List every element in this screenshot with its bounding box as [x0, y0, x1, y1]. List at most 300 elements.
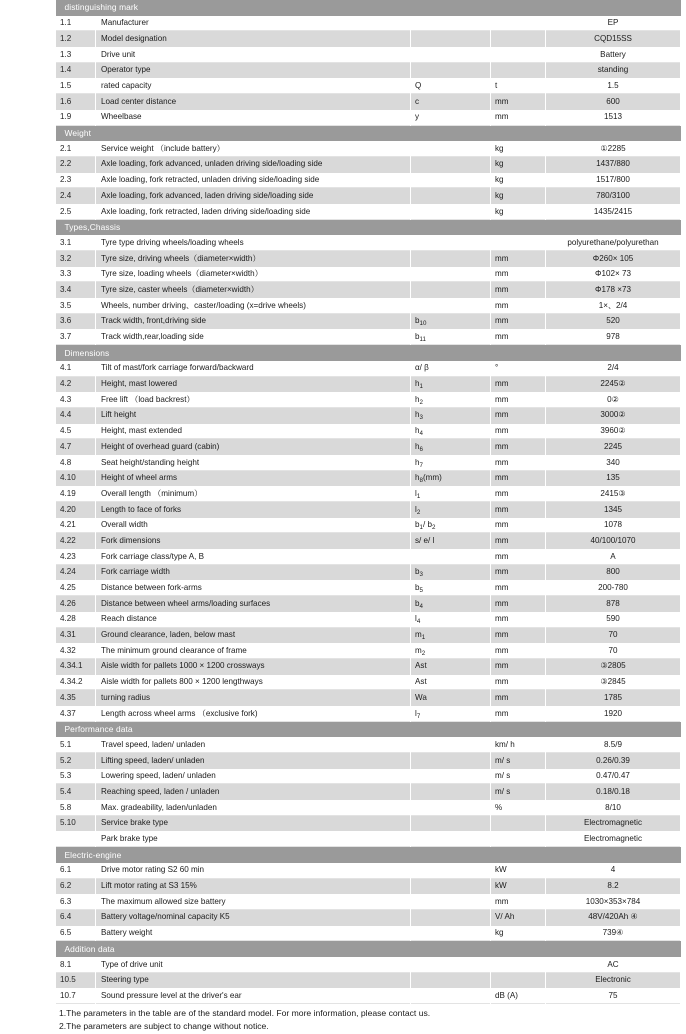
row-value-text: 1785 — [604, 692, 623, 702]
row-value — [546, 831, 681, 847]
row-symbol: Wa — [411, 690, 491, 706]
table-row — [56, 329, 681, 345]
row-unit: mm — [491, 329, 546, 345]
row-number: 4.31 — [56, 628, 96, 644]
row-description: Aisle width for pallets 1000 × 1200 crossways — [96, 659, 411, 675]
row-description: Load center distance — [96, 94, 411, 110]
row-unit: mm — [491, 612, 546, 628]
table-row — [56, 314, 681, 330]
row-number: 4.34.2 — [56, 675, 96, 691]
row-value-text: 40/100/1070 — [590, 535, 636, 545]
row-unit: kg — [491, 141, 546, 157]
section-header-row — [56, 722, 681, 738]
section-header-row — [56, 941, 681, 957]
table-row — [56, 267, 681, 283]
row-symbol: $h_1$ — [411, 377, 491, 393]
row-unit: kW — [491, 863, 546, 879]
row-number: 4.24 — [56, 565, 96, 581]
row-symbol: $h_8(mm)$ — [411, 471, 491, 487]
row-symbol: $b_1/$ $b_2$ — [411, 518, 491, 534]
footnote-line: 2.The parameters are subject to change without notice. — [59, 1021, 269, 1032]
table-row — [56, 643, 681, 659]
row-description: Tyre size, driving wheels（diameter×width） — [96, 251, 411, 267]
row-symbol — [411, 16, 491, 32]
row-value-text: 2415③ — [600, 488, 626, 498]
row-description: Tilt of mast/fork carriage forward/backward — [96, 361, 411, 377]
row-symbol: $b_{10}$ — [411, 314, 491, 330]
row-number: 3.1 — [56, 235, 96, 251]
row-value — [546, 439, 681, 455]
row-value — [546, 643, 681, 659]
row-description: Park brake type — [96, 831, 411, 847]
row-description: Length across wheel arms （exclusive fork) — [96, 706, 411, 722]
row-unit — [491, 31, 546, 47]
row-symbol: Ast — [411, 659, 491, 675]
row-value-text: 3000② — [600, 410, 626, 420]
row-symbol: Q — [411, 78, 491, 94]
row-value — [546, 988, 681, 1004]
row-value-text: 878 — [606, 598, 620, 608]
row-unit: % — [491, 800, 546, 816]
row-description: Lifting speed, laden/ unladen — [96, 753, 411, 769]
table-row — [56, 502, 681, 518]
table-row — [56, 204, 681, 220]
row-unit — [491, 973, 546, 989]
row-number: 1.4 — [56, 63, 96, 79]
row-value — [546, 392, 681, 408]
section-header-label: Addition data — [56, 941, 681, 957]
table-row — [56, 816, 681, 832]
row-unit — [491, 831, 546, 847]
row-number: 2.4 — [56, 188, 96, 204]
row-value — [546, 267, 681, 283]
row-value — [546, 659, 681, 675]
row-symbol — [411, 141, 491, 157]
row-value-text: 1920 — [604, 708, 623, 718]
row-value — [546, 926, 681, 942]
row-description: Track width, front,driving side — [96, 314, 411, 330]
table-row — [56, 706, 681, 722]
row-number: 4.10 — [56, 471, 96, 487]
table-row — [56, 690, 681, 706]
row-symbol: $h_3$ — [411, 408, 491, 424]
table-row — [56, 580, 681, 596]
row-symbol: s/ e/ l — [411, 533, 491, 549]
row-unit: dB (A) — [491, 988, 546, 1004]
row-symbol — [411, 235, 491, 251]
row-description: Tyre type driving wheels/loading wheels — [96, 235, 411, 251]
row-number: 5.1 — [56, 737, 96, 753]
row-symbol — [411, 957, 491, 973]
row-description: Distance between wheel arms/loading surfaces — [96, 596, 411, 612]
row-number: 4.5 — [56, 424, 96, 440]
row-symbol — [411, 879, 491, 895]
row-unit — [491, 235, 546, 251]
row-value — [546, 78, 681, 94]
table-row — [56, 753, 681, 769]
row-value — [546, 94, 681, 110]
row-value-text: 780/3100 — [596, 190, 630, 200]
row-value-text: Φ260× 105 — [592, 253, 634, 263]
row-unit: mm — [491, 580, 546, 596]
table-row — [56, 173, 681, 189]
row-description: Axle loading, fork advanced, laden driving side/loading side — [96, 188, 411, 204]
row-description: Wheels, number driving、caster/loading (x=drive wheels) — [96, 298, 411, 314]
table-row — [56, 439, 681, 455]
row-description: The minimum ground clearance of frame — [96, 643, 411, 659]
row-description: Height of overhead guard (cabin) — [96, 439, 411, 455]
section-header-row — [56, 847, 681, 863]
table-row — [56, 565, 681, 581]
row-number: 3.2 — [56, 251, 96, 267]
row-value — [546, 957, 681, 973]
row-description: Steering type — [96, 973, 411, 989]
row-symbol — [411, 267, 491, 283]
table-row — [56, 769, 681, 785]
row-value — [546, 282, 681, 298]
row-value — [546, 157, 681, 173]
row-number: 6.3 — [56, 894, 96, 910]
table-row — [56, 235, 681, 251]
table-row — [56, 957, 681, 973]
row-value-text: 135 — [606, 473, 620, 483]
row-value-text: ③2845 — [600, 677, 626, 687]
row-symbol: $b_5$ — [411, 580, 491, 596]
row-description: Height of wheel arms — [96, 471, 411, 487]
row-symbol — [411, 784, 491, 800]
row-value-text: 340 — [606, 457, 620, 467]
row-unit: mm — [491, 94, 546, 110]
row-unit: mm — [491, 549, 546, 565]
row-value — [546, 455, 681, 471]
row-description: Lift height — [96, 408, 411, 424]
row-unit: mm — [491, 628, 546, 644]
row-value — [546, 329, 681, 345]
row-description: Axle loading, fork retracted, laden driving side/loading side — [96, 204, 411, 220]
row-value-text: 590 — [606, 614, 620, 624]
table-row — [56, 94, 681, 110]
table-row — [56, 879, 681, 895]
row-description: Lift motor rating at S3 15% — [96, 879, 411, 895]
row-value-text: 978 — [606, 332, 620, 342]
row-value-text: 739④ — [602, 928, 624, 938]
section-header-row — [56, 220, 681, 236]
row-unit: m/ s — [491, 753, 546, 769]
row-description: Type of drive unit — [96, 957, 411, 973]
row-value — [546, 894, 681, 910]
table-row — [56, 910, 681, 926]
row-value — [546, 863, 681, 879]
row-number: 1.6 — [56, 94, 96, 110]
row-description: Length to face of forks — [96, 502, 411, 518]
table-row — [56, 973, 681, 989]
footnotes — [55, 1007, 680, 1034]
section-header-label: Types,Chassis — [56, 220, 681, 236]
row-symbol: y — [411, 110, 491, 126]
row-number: 4.22 — [56, 533, 96, 549]
row-unit: mm — [491, 408, 546, 424]
row-number: 3.6 — [56, 314, 96, 330]
row-unit: mm — [491, 675, 546, 691]
row-description: Operator type — [96, 63, 411, 79]
row-symbol — [411, 298, 491, 314]
row-symbol — [411, 251, 491, 267]
row-description: Battery weight — [96, 926, 411, 942]
row-number: 4.8 — [56, 455, 96, 471]
row-value — [546, 769, 681, 785]
row-value — [546, 596, 681, 612]
table-row — [56, 628, 681, 644]
row-number: 1.9 — [56, 110, 96, 126]
row-unit: mm — [491, 659, 546, 675]
row-number: 4.20 — [56, 502, 96, 518]
table-row — [56, 110, 681, 126]
row-number: 5.3 — [56, 769, 96, 785]
row-unit — [491, 47, 546, 63]
row-symbol — [411, 204, 491, 220]
table-row — [56, 988, 681, 1004]
row-unit: mm — [491, 486, 546, 502]
row-description: Manufacturer — [96, 16, 411, 32]
row-symbol: $b_{11}$ — [411, 329, 491, 345]
table-row — [56, 47, 681, 63]
row-value-text: standing — [597, 65, 629, 75]
row-value — [546, 580, 681, 596]
table-row — [56, 894, 681, 910]
row-value-text: 48V/420Ah ④ — [588, 912, 638, 922]
row-value — [546, 879, 681, 895]
table-row — [56, 659, 681, 675]
row-value — [546, 486, 681, 502]
row-number: 4.34.1 — [56, 659, 96, 675]
section-header-label: Performance data — [56, 722, 681, 738]
table-row — [56, 63, 681, 79]
row-value-text: 1513 — [604, 112, 623, 122]
section-header-row — [56, 345, 681, 361]
row-unit: km/ h — [491, 737, 546, 753]
row-value-text: 1078 — [604, 520, 623, 530]
row-description: Tyre size, caster wheels（diameter×width） — [96, 282, 411, 298]
row-description: Lowering speed, laden/ unladen — [96, 769, 411, 785]
row-symbol — [411, 910, 491, 926]
row-number: 4.35 — [56, 690, 96, 706]
row-value — [546, 753, 681, 769]
section-header-label: Electric-engine — [56, 847, 681, 863]
row-number: 5.4 — [56, 784, 96, 800]
row-value-text: Φ102× 73 — [595, 269, 631, 279]
row-value — [546, 628, 681, 644]
row-symbol: $b_4$ — [411, 596, 491, 612]
row-value-text: 0.26/0.39 — [596, 755, 630, 765]
row-value — [546, 16, 681, 32]
table-row — [56, 282, 681, 298]
row-value — [546, 612, 681, 628]
table-row — [56, 612, 681, 628]
row-symbol: $h_7$ — [411, 455, 491, 471]
footnote-line: 1.The parameters in the table are of the standard model. For more information, please contact us. — [59, 1008, 431, 1018]
row-value — [546, 63, 681, 79]
row-description: Axle loading, fork retracted, unladen driving side/loading side — [96, 173, 411, 189]
row-value — [546, 675, 681, 691]
row-unit: ° — [491, 361, 546, 377]
row-description: Battery voltage/nominal capacity K5 — [96, 910, 411, 926]
row-unit — [491, 816, 546, 832]
row-number: 6.1 — [56, 863, 96, 879]
row-value-text: Electronic — [595, 975, 631, 985]
row-number: 2.5 — [56, 204, 96, 220]
table-row — [56, 377, 681, 393]
row-description: Fork carriage class/type A, B — [96, 549, 411, 565]
row-value — [546, 204, 681, 220]
row-unit: mm — [491, 314, 546, 330]
row-number: 10.5 — [56, 973, 96, 989]
row-unit: mm — [491, 110, 546, 126]
section-header-label: Weight — [56, 126, 681, 142]
table-row — [56, 737, 681, 753]
row-unit: mm — [491, 643, 546, 659]
row-unit: mm — [491, 894, 546, 910]
table-row — [56, 408, 681, 424]
row-value — [546, 110, 681, 126]
row-description: Height, mast lowered — [96, 377, 411, 393]
table-row — [56, 784, 681, 800]
table-row — [56, 31, 681, 47]
section-header-label: Dimensions — [56, 345, 681, 361]
row-value-text: 200-780 — [598, 583, 628, 593]
row-description: Ground clearance, laden, below mast — [96, 628, 411, 644]
row-unit — [491, 957, 546, 973]
table-row — [56, 455, 681, 471]
row-value — [546, 141, 681, 157]
row-symbol — [411, 800, 491, 816]
row-value — [546, 47, 681, 63]
row-value-text: 8.5/9 — [604, 739, 623, 749]
row-value-text: 0② — [607, 394, 619, 404]
table-row — [56, 424, 681, 440]
row-number: 6.5 — [56, 926, 96, 942]
row-symbol — [411, 926, 491, 942]
row-number: 1.2 — [56, 31, 96, 47]
row-value — [546, 706, 681, 722]
row-value — [546, 424, 681, 440]
row-symbol: $h_2$ — [411, 392, 491, 408]
row-symbol — [411, 173, 491, 189]
row-unit: kg — [491, 926, 546, 942]
row-description: turning radius — [96, 690, 411, 706]
row-number: 3.5 — [56, 298, 96, 314]
row-value — [546, 298, 681, 314]
row-value-text: 600 — [606, 96, 620, 106]
row-value-text: 1437/880 — [596, 159, 630, 169]
row-value-text: 4 — [610, 865, 616, 875]
row-value — [546, 565, 681, 581]
row-symbol: $l_1$ — [411, 486, 491, 502]
row-value — [546, 910, 681, 926]
row-value-text: Electromagnetic — [583, 818, 643, 828]
row-description: Overall width — [96, 518, 411, 534]
row-unit: m/ s — [491, 769, 546, 785]
row-description: Tyre size, loading wheels（diameter×width） — [96, 267, 411, 283]
row-unit: mm — [491, 377, 546, 393]
row-symbol: α/ β — [411, 361, 491, 377]
row-description: Seat height/standing height — [96, 455, 411, 471]
row-symbol: $l_2$ — [411, 502, 491, 518]
row-symbol — [411, 737, 491, 753]
row-value-text: 70 — [608, 630, 618, 640]
row-value — [546, 408, 681, 424]
row-description: Sound pressure level at the driver's ear — [96, 988, 411, 1004]
table-row — [56, 16, 681, 32]
table-row — [56, 392, 681, 408]
row-symbol: c — [411, 94, 491, 110]
row-description: Drive motor rating S2 60 min — [96, 863, 411, 879]
row-value-text: ①2285 — [600, 143, 626, 153]
row-description: Aisle width for pallets 800 × 1200 lengthways — [96, 675, 411, 691]
row-symbol — [411, 549, 491, 565]
row-description: Fork dimensions — [96, 533, 411, 549]
row-number: 6.2 — [56, 879, 96, 895]
row-number: 2.3 — [56, 173, 96, 189]
row-value — [546, 549, 681, 565]
row-number: 1.5 — [56, 78, 96, 94]
row-unit: mm — [491, 282, 546, 298]
row-value — [546, 173, 681, 189]
row-symbol — [411, 157, 491, 173]
table-row — [56, 926, 681, 942]
row-number: 4.28 — [56, 612, 96, 628]
row-description: Axle loading, fork advanced, unladen driving side/loading side — [96, 157, 411, 173]
row-symbol — [411, 188, 491, 204]
row-unit: mm — [491, 298, 546, 314]
table-row — [56, 361, 681, 377]
table-row — [56, 863, 681, 879]
row-number: 10.7 — [56, 988, 96, 1004]
row-value — [546, 816, 681, 832]
row-value-text: 0.18/0.18 — [596, 786, 630, 796]
row-description: Travel speed, laden/ unladen — [96, 737, 411, 753]
row-description: Fork carriage width — [96, 565, 411, 581]
row-number: 1.3 — [56, 47, 96, 63]
row-value — [546, 251, 681, 267]
row-number: 4.3 — [56, 392, 96, 408]
row-value-text: 8/10 — [605, 802, 621, 812]
row-value-text: 1.5 — [607, 81, 619, 91]
row-number: 4.25 — [56, 580, 96, 596]
row-number: 4.26 — [56, 596, 96, 612]
row-number: 4.19 — [56, 486, 96, 502]
row-symbol — [411, 863, 491, 879]
table-row — [56, 549, 681, 565]
row-description: Height, mast extended — [96, 424, 411, 440]
row-unit: mm — [491, 455, 546, 471]
row-unit: mm — [491, 596, 546, 612]
row-number: 5.10 — [56, 816, 96, 832]
table-row — [56, 141, 681, 157]
row-unit: mm — [491, 251, 546, 267]
row-symbol: $l_7$ — [411, 706, 491, 722]
row-number: 3.4 — [56, 282, 96, 298]
section-header-label: distinguishing mark — [56, 0, 681, 16]
row-symbol — [411, 831, 491, 847]
row-value-text: 2245② — [600, 379, 626, 389]
row-value-text: 1×、2/4 — [598, 300, 628, 310]
row-number: 3.7 — [56, 329, 96, 345]
row-value — [546, 314, 681, 330]
row-symbol: $l_4$ — [411, 612, 491, 628]
row-number: 4.23 — [56, 549, 96, 565]
row-symbol — [411, 973, 491, 989]
table-row — [56, 831, 681, 847]
